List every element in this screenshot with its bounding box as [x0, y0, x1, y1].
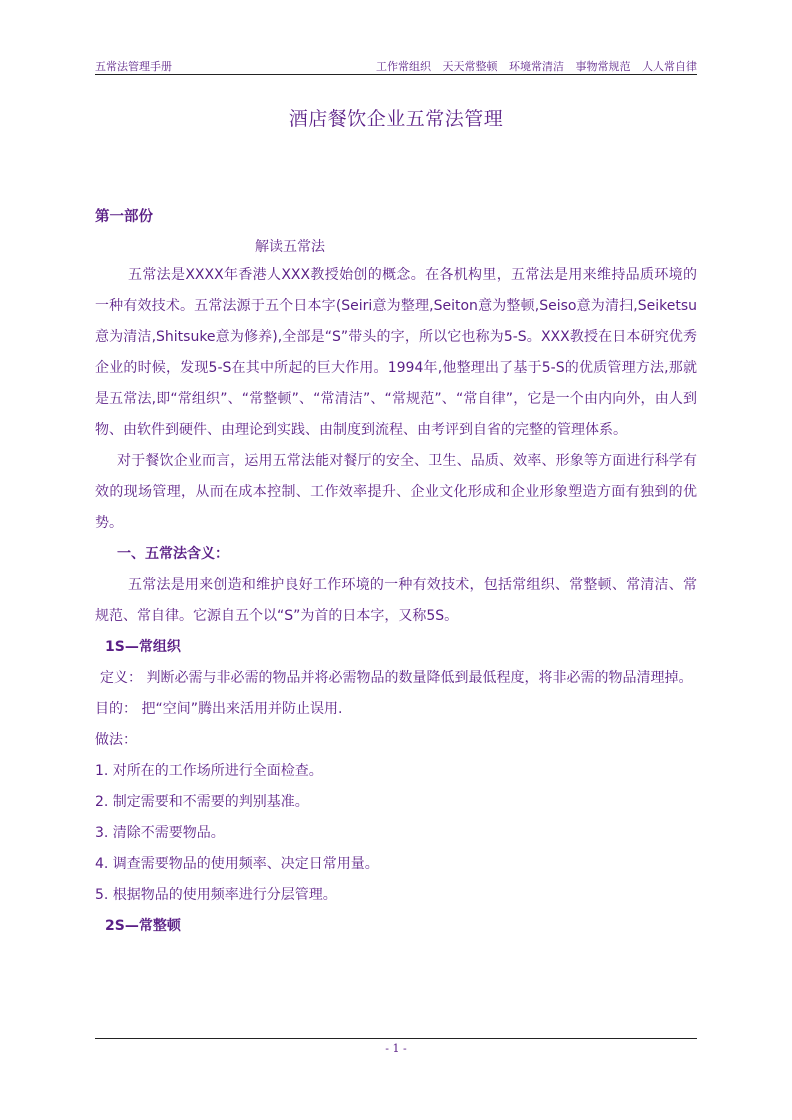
step-item: 2. 制定需要和不需要的判别基准。: [95, 794, 309, 810]
step-item: 4. 调查需要物品的使用频率、决定日常用量。: [95, 856, 379, 872]
header-slogan: 天天常整顿: [442, 60, 498, 73]
header-slogan: 事物常规范: [575, 60, 631, 73]
definition-text: 定义： 判断必需与非必需的物品并将必需物品的数量降低到最低程度，将非必需的物品清理掉。: [100, 670, 693, 686]
page-number: - 1 -: [385, 1042, 407, 1055]
header-divider: [95, 74, 697, 75]
step-item: 1. 对所在的工作场所进行全面检查。: [95, 763, 323, 779]
section-heading: 一、五常法含义：: [117, 546, 229, 562]
document-body: [95, 260, 697, 942]
subsection-heading-2s: 2S—常整顿: [105, 918, 181, 934]
header-slogan: 人人常自律: [642, 60, 697, 73]
header-right-slogans: [368, 58, 697, 74]
header-slogan: 工作常组织: [376, 60, 431, 73]
paragraph-intro: 五常法是XXXX年香港人XXX教授始创的概念。在各机构里，五常法是用来维持品质环境的一种有效技术。五常法源于五个日本字(Seiri意为整理,Seiton意为整顿,Seiso意为清扫,Seiketsu意为清洁,Shitsuke意为修养),全部是“S”带头的字，所以它也称为5-S。XXX教授在日本研究优秀企业的时候，发现5-S在其中所起的巨大作用。1994年,他整理出了基于5-S的优质管理方法,那就是五常法,即“常组织”、“常整顿”、“常清洁”、“常规范”、“常自律”，它是一个由内向外，由人到物、由软件到硬件、由理论到实践、由制度到流程、由考评到自省的完整的管理体系。: [95, 267, 697, 438]
goal-text: 目的： 把“空间”腾出来活用并防止误用.: [95, 701, 343, 717]
header-left-title: 五常法管理手册: [95, 60, 172, 73]
header-slogan: 环境常清洁: [509, 60, 564, 73]
paragraph-catering: 对于餐饮企业而言，运用五常法能对餐厅的安全、卫生、品质、效率、形象等方面进行科学有效的现场管理，从而在成本控制、工作效率提升、企业文化形成和企业形象塑造方面有独到的优势。: [95, 453, 697, 531]
paragraph-definition: 五常法是用来创造和维护良好工作环境的一种有效技术，包括常组织、常整顿、常清洁、常规范、常自律。它源自五个以“S”为首的日本字，又称5S。: [95, 577, 697, 624]
method-label: 做法：: [95, 732, 137, 748]
subsection-heading-1s: 1S—常组织: [105, 639, 181, 655]
step-item: 3. 清除不需要物品。: [95, 825, 225, 841]
step-item: 5. 根据物品的使用频率进行分层管理。: [95, 887, 337, 903]
part-heading: 第一部份: [95, 209, 153, 225]
section-subtitle: 解读五常法: [255, 239, 325, 255]
footer-divider: [95, 1038, 697, 1039]
document-title: 酒店餐饮企业五常法管理: [288, 108, 504, 130]
